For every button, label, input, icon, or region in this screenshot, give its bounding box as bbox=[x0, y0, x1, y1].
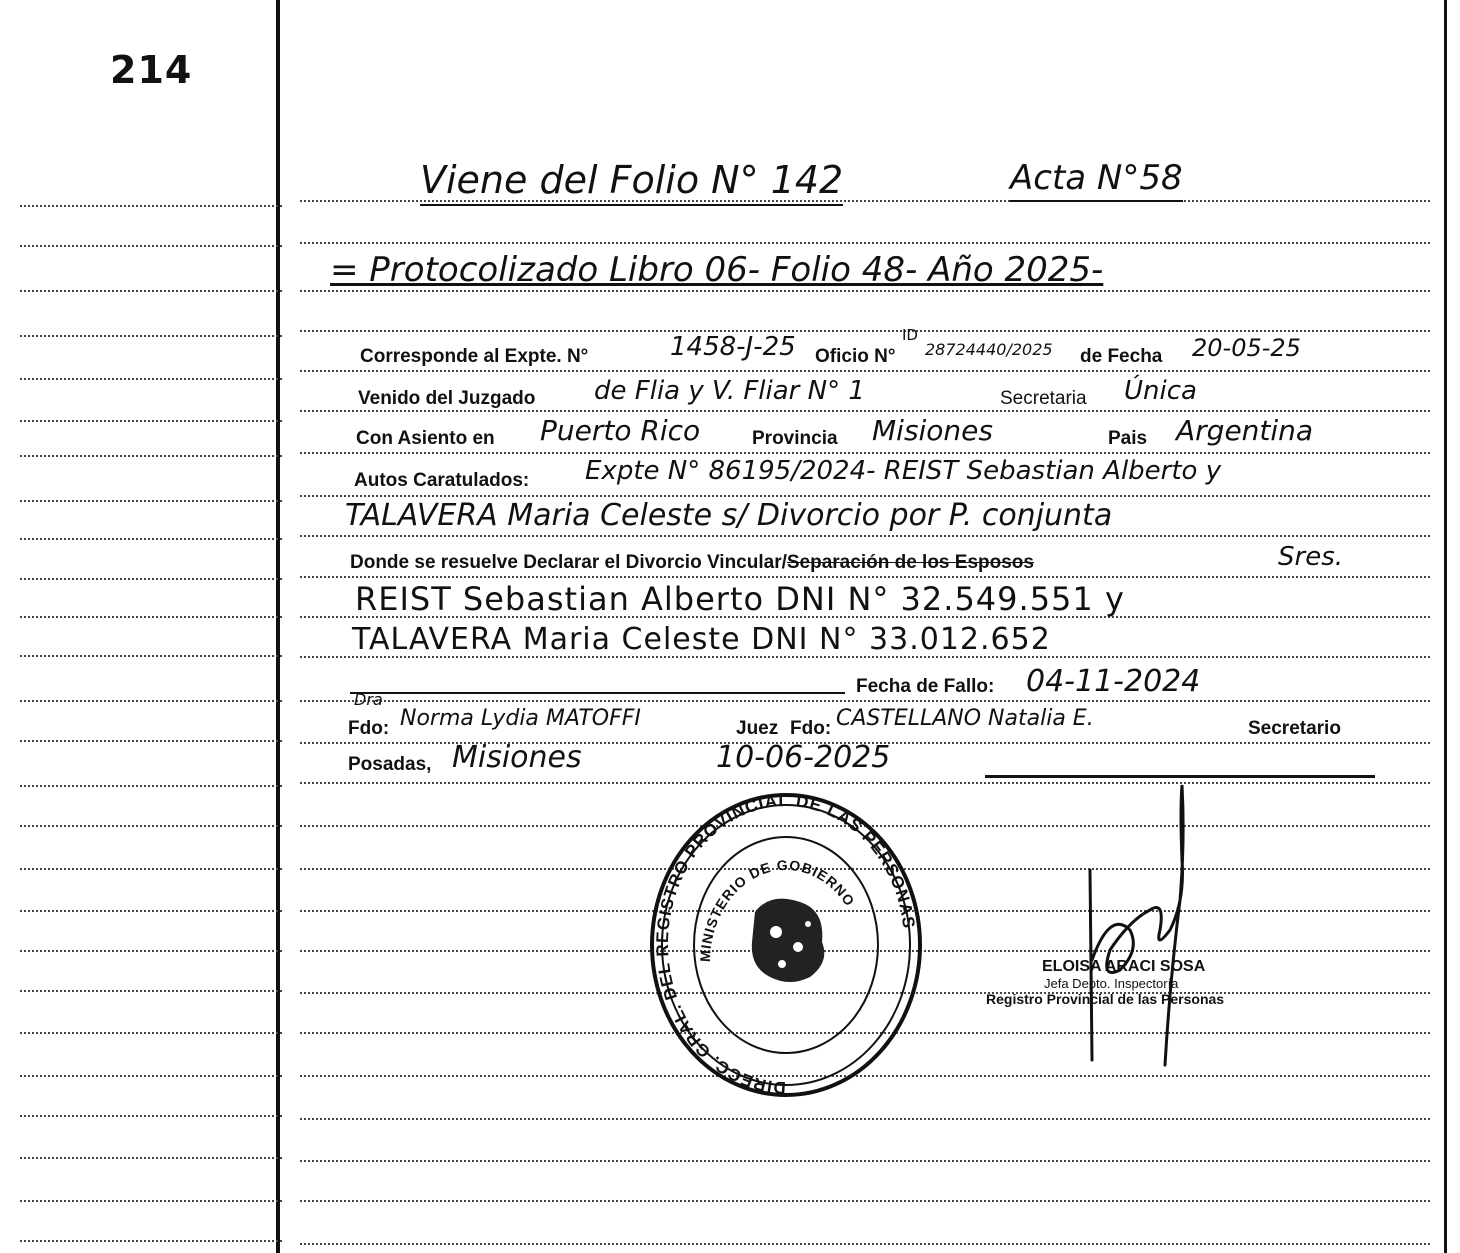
secretario-value: CASTELLANO Natalia E. bbox=[836, 706, 1094, 731]
seal-outer-text: DIRECC. GRAL. DEL REGISTRO PROVINCIAL DE LAS PERSONAS bbox=[652, 792, 919, 1098]
juez-value: Norma Lydia MATOFFI bbox=[400, 706, 641, 731]
asiento-label: Con Asiento en bbox=[356, 428, 495, 449]
signatory-stamp bbox=[986, 958, 1224, 1007]
pais-value: Argentina bbox=[1176, 414, 1314, 447]
lugar-underline bbox=[985, 775, 1375, 778]
folio-number: 214 bbox=[110, 48, 193, 92]
fecha-label: de Fecha bbox=[1080, 346, 1163, 367]
separacion-label: Separación de los Esposos bbox=[786, 552, 1034, 573]
oficio-label: Oficio N° bbox=[815, 346, 896, 367]
oficio-value: 28724440/2025 bbox=[925, 340, 1053, 359]
oficio-annotation: ID bbox=[902, 326, 918, 344]
juzgado-label: Venido del Juzgado bbox=[358, 388, 536, 409]
autos-label: Autos Caratulados: bbox=[354, 470, 530, 491]
official-seal bbox=[650, 792, 922, 1098]
esposo2-value: TALAVERA Maria Celeste DNI N° 33.012.652 bbox=[352, 622, 1051, 657]
seal-emblem bbox=[752, 899, 824, 982]
lugar-value: Misiones bbox=[452, 740, 582, 775]
esposos-value: Sres. bbox=[1278, 542, 1343, 572]
asiento-value: Puerto Rico bbox=[540, 414, 701, 447]
protocolizado-line: = Protocolizado Libro 06- Folio 48- Año 2025- bbox=[330, 250, 1104, 290]
lugar-fecha: 10-06-2025 bbox=[716, 740, 891, 775]
fallo-value: 04-11-2024 bbox=[1026, 664, 1201, 699]
secretaria-value: Única bbox=[1124, 376, 1197, 406]
pais-label: Pais bbox=[1108, 428, 1148, 449]
left-margin-line bbox=[276, 0, 280, 1253]
declarar-label: Declarar bbox=[523, 552, 600, 573]
fdo-label: Fdo: bbox=[348, 718, 390, 739]
provincia-value: Misiones bbox=[872, 414, 993, 447]
resuelve-line bbox=[350, 552, 1034, 574]
provincia-label: Provincia bbox=[752, 428, 838, 449]
signatory-org: Registro Provincial de las Personas bbox=[986, 991, 1225, 1007]
fdo2-label: Fdo: bbox=[790, 718, 832, 739]
viene-value: 142 bbox=[770, 158, 844, 202]
fecha-value: 20-05-25 bbox=[1192, 334, 1301, 362]
signature bbox=[1070, 780, 1210, 1070]
lugar-label: Posadas, bbox=[348, 754, 432, 775]
autos-value-line2: TALAVERA Maria Celeste s/ Divorcio por P. conjunta bbox=[345, 498, 1113, 533]
acta-value: 58 bbox=[1139, 158, 1183, 198]
juez-label: Juez bbox=[736, 718, 779, 739]
fallo-label: Fecha de Fallo: bbox=[856, 676, 995, 697]
signatory-title: Jefa Depto. Inspectoría bbox=[1044, 976, 1179, 991]
secretario-label: Secretario bbox=[1248, 718, 1341, 739]
juez-prefix: Dra bbox=[354, 690, 383, 709]
autos-value-line1: Expte N° 86195/2024- REIST Sebastian Alberto y bbox=[585, 456, 1222, 486]
divorcio-label: el Divorcio Vincular/ bbox=[604, 552, 787, 573]
expte-value: 1458-J-25 bbox=[670, 332, 796, 362]
signatory-name: ELOISA ARACI SOSA bbox=[1042, 958, 1206, 975]
expte-label: Corresponde al Expte. N° bbox=[360, 346, 589, 367]
acta-label: Acta N° bbox=[1010, 158, 1140, 198]
acta-number bbox=[1010, 158, 1183, 198]
fallo-underline bbox=[350, 692, 845, 694]
juzgado-value: de Flia y V. Fliar N° 1 bbox=[594, 376, 865, 406]
secretaria-label: Secretaria bbox=[1000, 388, 1087, 409]
right-edge-line bbox=[1444, 0, 1447, 1253]
viene-label: Viene del Folio N° bbox=[420, 158, 759, 202]
esposo1-value: REIST Sebastian Alberto DNI N° 32.549.551 y bbox=[355, 580, 1125, 618]
viene-del-folio bbox=[420, 158, 843, 202]
resuelve-label: Donde se resuelve bbox=[350, 552, 518, 573]
seal-inner-text: MINISTERIO DE GOBIERNO bbox=[696, 856, 859, 963]
